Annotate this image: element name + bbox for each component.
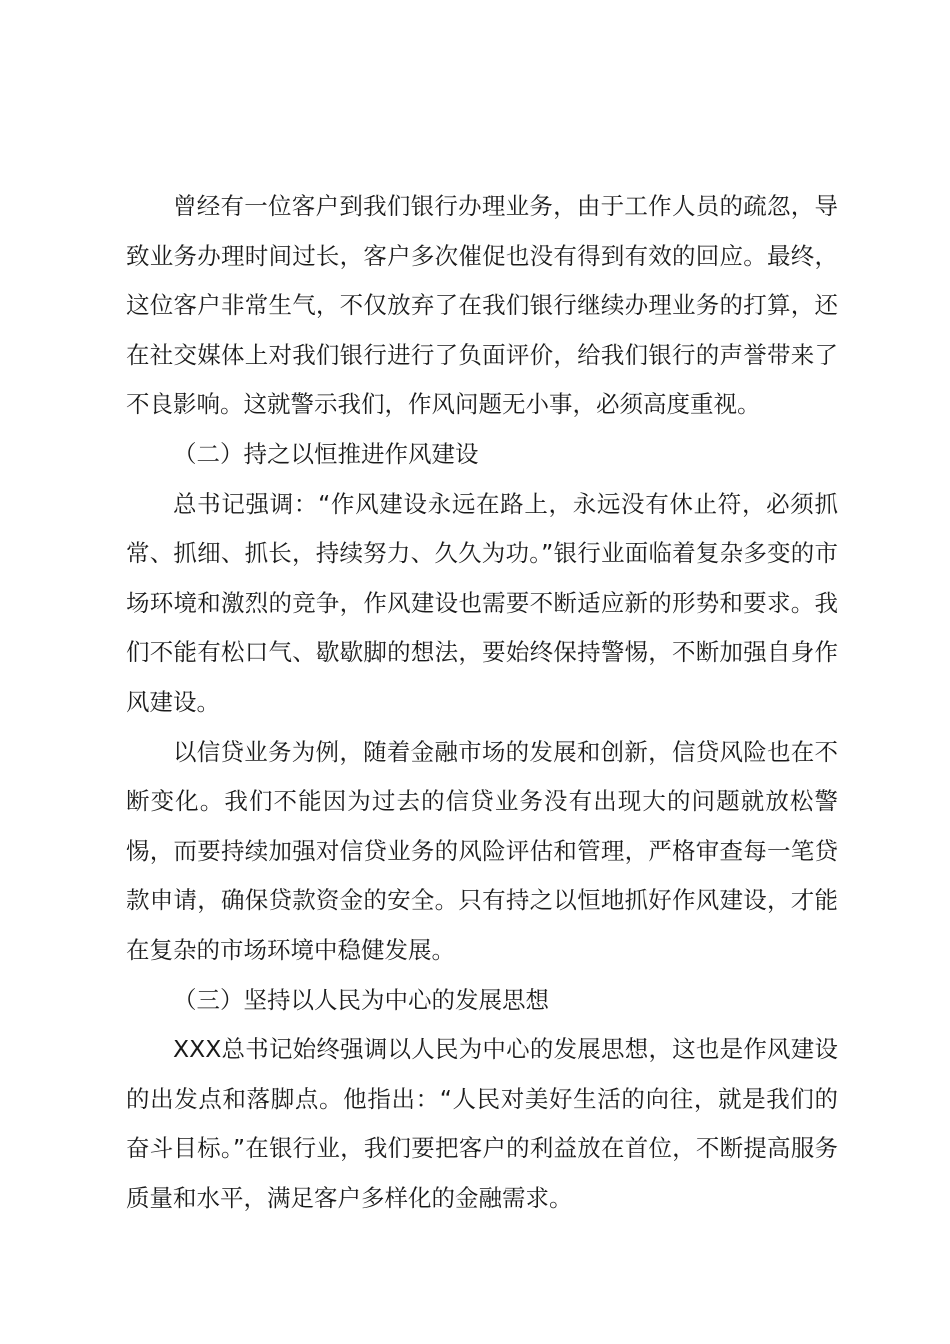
section-heading-2: （二）持之以恒推进作风建设 xyxy=(173,439,479,468)
document-body xyxy=(126,182,838,1223)
paragraph-customer-story: 曾经有一位客户到我们银行办理业务，由于工作人员的疏忽，导致业务办理时间过长，客户多次催促也没有得到有效的回应。最终，这位客户非常生气，不仅放弃了在我们银行继续办理业务的打算，还在社交媒体上对我们银行进行了负面评价，给我们银行的声誉带来了不良影响。这就警示我们，作风问题无小事，必须高度重视。 xyxy=(126,192,838,419)
paragraph-credit-example: 以信贷业务为例，随着金融市场的发展和创新，信贷风险也在不断变化。我们不能因为过去的信贷业务没有出现大的问题就放松警惕，而要持续加强对信贷业务的风险评估和管理，严格审查每一笔贷款申请，确保贷款资金的安全。只有持之以恒地抓好作风建设，才能在复杂的市场环境中稳健发展。 xyxy=(126,737,838,964)
section-heading-3: （三）坚持以人民为中心的发展思想 xyxy=(173,985,549,1014)
paragraph-people-centered: XXX总书记始终强调以人民为中心的发展思想，这也是作风建设的出发点和落脚点。他指出：“人民对美好生活的向往，就是我们的奋斗目标。”在银行业，我们要把客户的利益放在首位，不断提高服务质量和水平，满足客户多样化的金融需求。 xyxy=(126,1035,838,1212)
paragraph-persistence-quote: 总书记强调：“作风建设永远在路上，永远没有休止符，必须抓常、抓细、抓长，持续努力、久久为功。”银行业面临着复杂多变的市场环境和激烈的竞争，作风建设也需要不断适应新的形势和要求。我们不能有松口气、歇歇脚的想法，要始终保持警惕，不断加强自身作风建设。 xyxy=(126,489,838,716)
